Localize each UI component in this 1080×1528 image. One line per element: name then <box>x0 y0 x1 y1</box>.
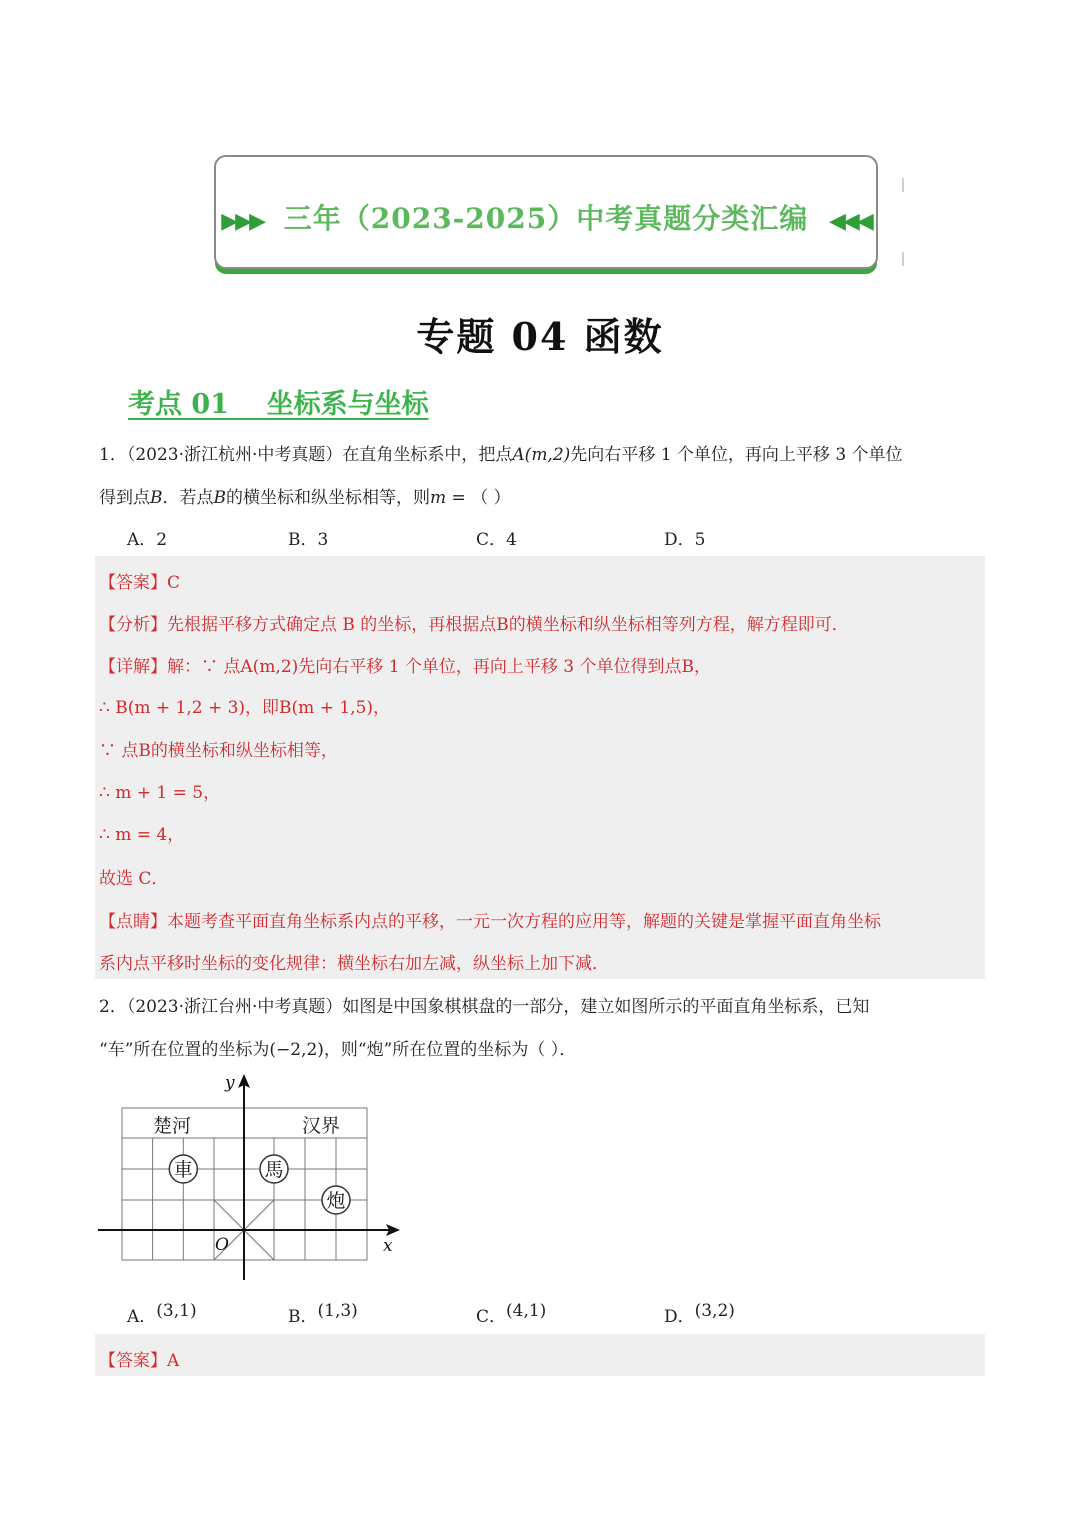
option-value: (4,1) <box>506 1301 547 1321</box>
q1-analysis <box>99 610 849 635</box>
q1-answer <box>99 568 180 593</box>
option-value: (3,2) <box>694 1301 735 1321</box>
chessboard-figure <box>96 1070 406 1290</box>
detail-line: ∵ 点B的横坐标和纵坐标相等， <box>99 741 338 761</box>
q2-answer-box <box>95 1334 985 1376</box>
q2-line-1 <box>99 992 869 1017</box>
q2-option-b <box>288 1302 358 1327</box>
q2-option-a <box>127 1302 197 1327</box>
q1-point-b: B <box>150 488 163 508</box>
q2-text: （2023·浙江台州·中考真题）如图是中国象棋棋盘的一部分，建立如图所示的平面直角坐标系，已知 <box>126 997 870 1017</box>
han-jie-label: 汉界 <box>302 1115 341 1137</box>
chu-he-label: 楚河 <box>153 1115 192 1137</box>
detail-tag: 【详解】 <box>99 657 167 677</box>
answer-tag: 【答案】 <box>99 573 167 593</box>
origin-label: O <box>215 1235 229 1255</box>
option-value: (1,3) <box>317 1301 358 1321</box>
option-letter: D． <box>664 1307 695 1327</box>
q1-text: = （ ） <box>446 488 511 508</box>
analysis-text: 先根据平移方式确定点 B 的坐标，再根据点B的横坐标和纵坐标相等列方程，解方程即可． <box>167 615 849 635</box>
margin-mark <box>902 252 904 266</box>
q2-answer <box>99 1346 179 1371</box>
q1-point-a: A(m,2) <box>512 445 571 465</box>
section-title: 考点 01 坐标系与坐标 <box>128 389 429 420</box>
q1-comment <box>99 907 881 932</box>
q1-text: ．若点 <box>162 488 214 508</box>
option-letter: A． <box>127 1307 157 1327</box>
ma-piece <box>260 1155 288 1183</box>
option-letter: B． <box>288 1307 318 1327</box>
comment-line: 系内点平移时坐标的变化规律：横坐标右加左减，纵坐标上加下减． <box>99 954 609 974</box>
detail-line: ∴ B(m + 1,2 + 3)，即B(m + 1,5)， <box>99 698 391 718</box>
q1-text: 的横坐标和纵坐标相等，则 <box>226 488 430 508</box>
q2-line-2: “车”所在位置的坐标为(−2,2)，则“炮”所在位置的坐标为（ ）． <box>99 1040 577 1060</box>
q1-option-d: D．5 <box>664 530 706 550</box>
q1-line-2 <box>99 483 511 508</box>
comment-tag: 【点睛】 <box>99 912 167 932</box>
detail-line: 解：∵ 点A(m,2)先向右平移 1 个单位，再向上平移 3 个单位得到点B， <box>167 657 712 677</box>
detail-line: ∴ m = 4， <box>99 825 185 845</box>
option-value: (3,1) <box>156 1301 197 1321</box>
right-arrows-icon: ▶▶▶ <box>221 208 263 234</box>
page-title: 专题 04 函数 <box>416 314 664 359</box>
q1-option-a: A．2 <box>127 530 168 550</box>
left-arrows-icon: ◀◀◀ <box>828 208 871 234</box>
che-piece <box>169 1155 197 1183</box>
margin-mark <box>902 178 904 192</box>
q1-option-c: C．4 <box>476 530 517 550</box>
banner-title: 三年（2023-2025）中考真题分类汇编 <box>283 202 809 235</box>
choice-line: 故选 C． <box>99 869 169 889</box>
q1-detail <box>99 652 711 677</box>
q1-source: （2023·浙江杭州·中考真题）在直角坐标系中，把点 <box>126 445 513 465</box>
header-banner <box>214 155 878 269</box>
q2-option-d <box>664 1302 735 1327</box>
y-axis-label: y <box>225 1073 235 1093</box>
pao-piece <box>322 1186 350 1214</box>
q2-option-c <box>476 1302 546 1327</box>
che-piece-label: 車 <box>173 1159 193 1181</box>
q1-text-a: 先向右平移 1 个单位，再向上平移 3 个单位 <box>570 445 903 465</box>
detail-line: ∴ m + 1 = 5， <box>99 783 221 803</box>
comment-line: 本题考查平面直角坐标系内点的平移，一元一次方程的应用等，解题的关键是掌握平面直角坐标 <box>167 912 881 932</box>
ma-piece-label: 馬 <box>264 1159 284 1181</box>
q1-var-m: m <box>430 488 447 508</box>
q1-option-b: B．3 <box>288 530 329 550</box>
analysis-tag: 【分析】 <box>99 615 167 635</box>
banner-title-row <box>216 197 876 237</box>
x-axis-label: x <box>383 1236 393 1256</box>
q2-number: 2． <box>99 997 127 1017</box>
q1-text: 得到点 <box>99 488 150 508</box>
q1-point-b: B <box>213 488 226 508</box>
q1-number: 1． <box>99 445 127 465</box>
answer-value: C <box>167 573 181 593</box>
q1-line-1 <box>99 440 903 465</box>
option-letter: C． <box>476 1307 507 1327</box>
answer-value: A <box>167 1351 180 1371</box>
answer-tag: 【答案】 <box>99 1351 167 1371</box>
pao-piece-label: 炮 <box>326 1190 346 1212</box>
